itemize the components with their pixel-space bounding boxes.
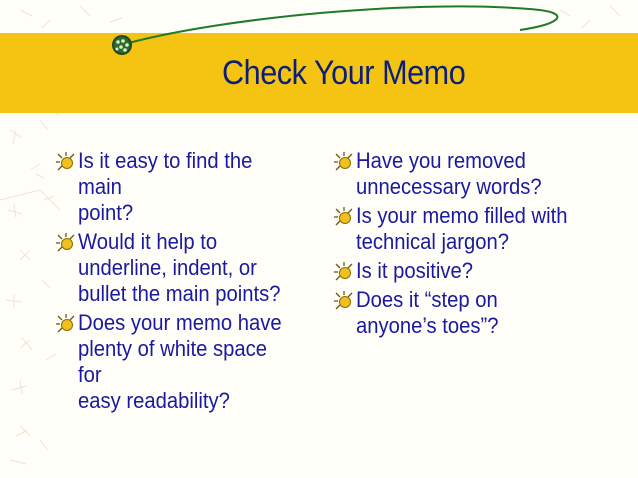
right-column bbox=[332, 148, 632, 342]
list-item-text: Is it positive? bbox=[356, 258, 473, 283]
sun-bullet-icon bbox=[332, 205, 356, 229]
sun-bullet-icon bbox=[54, 150, 78, 174]
sun-bullet-icon bbox=[54, 231, 78, 255]
list-item-text: Would it help to underline, indent, or bullet the main points? bbox=[78, 229, 281, 306]
list-item bbox=[54, 310, 314, 414]
left-column bbox=[54, 148, 314, 417]
sun-bullet-icon bbox=[332, 260, 356, 284]
list-item bbox=[332, 287, 632, 339]
list-item bbox=[332, 203, 632, 255]
sun-bullet-icon bbox=[54, 312, 78, 336]
list-item-text: Have you removed unnecessary words? bbox=[356, 148, 542, 199]
list-item bbox=[332, 258, 632, 284]
list-item-text: Is your memo filled with technical jargon? bbox=[356, 203, 568, 254]
list-item bbox=[54, 229, 314, 307]
list-item bbox=[332, 148, 632, 200]
list-item-text: Does your memo have plenty of white space for easy readability? bbox=[78, 310, 282, 413]
list-item-text: Is it easy to find the main point? bbox=[78, 148, 253, 225]
slide-title: Check Your Memo bbox=[222, 53, 466, 92]
sun-bullet-icon bbox=[332, 289, 356, 313]
list-item-text: Does it “step on anyone’s toes”? bbox=[356, 287, 499, 338]
list-item bbox=[54, 148, 314, 226]
sun-bullet-icon bbox=[332, 150, 356, 174]
